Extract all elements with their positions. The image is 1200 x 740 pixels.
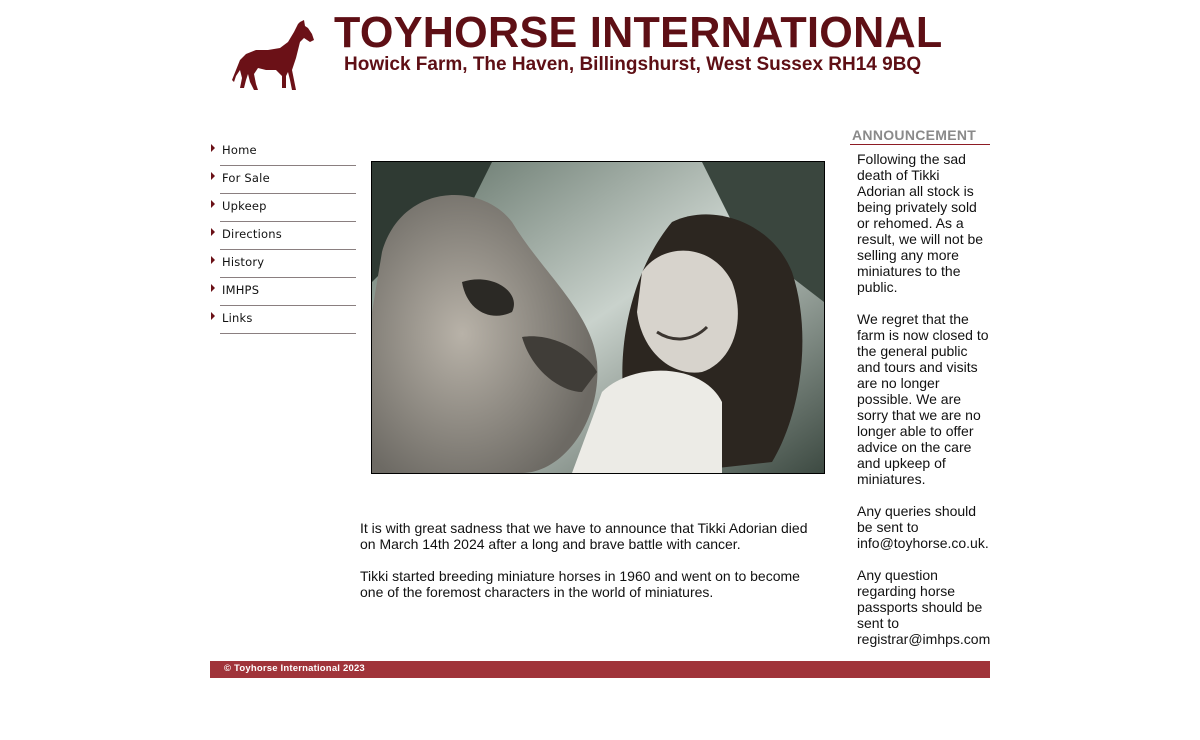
horse-logo-icon [232,20,316,92]
nav-item-links[interactable] [220,306,356,334]
nav-item-directions[interactable] [220,222,356,250]
announcement-panel [850,127,990,663]
page-footer [210,661,990,678]
announcement-paragraph: Any question regarding horse passports should be sent to registrar@imhps.com [857,567,991,647]
nav-item-home[interactable] [220,138,356,166]
photo-woman-with-miniature-horse [371,161,825,474]
arrow-right-icon [211,144,215,152]
announcement-paragraph: Any queries should be sent to info@toyhorse.co.uk. [857,503,989,551]
nav-item-label[interactable]: History [222,255,265,269]
nav-item-label[interactable]: For Sale [222,171,270,185]
site-header [230,8,990,98]
announcement-heading: ANNOUNCEMENT [850,127,990,145]
photo-image [372,162,824,473]
main-nav [210,138,356,334]
site-title: TOYHORSE INTERNATIONAL [334,8,943,57]
arrow-right-icon [211,312,215,320]
main-paragraph: It is with great sadness that we have to announce that Tikki Adorian died on March 14th 2024 after a long and brave battle with cancer. [360,520,808,552]
arrow-right-icon [211,228,215,236]
nav-item-label[interactable]: IMHPS [222,283,260,297]
nav-item-imhps[interactable] [220,278,356,306]
announcement-paragraph: We regret that the farm is now closed to the general public and tours and visits are no longer possible. We are sorry that we are no longer able to offer advice on the care and upkeep of miniatures. [857,311,989,487]
nav-item-label[interactable]: Directions [222,227,282,241]
copyright-text: © Toyhorse International 2023 [224,663,365,674]
arrow-right-icon [211,284,215,292]
main-content [360,520,820,616]
arrow-right-icon [211,200,215,208]
nav-item-upkeep[interactable] [220,194,356,222]
arrow-right-icon [211,172,215,180]
nav-item-label[interactable]: Links [222,311,253,325]
nav-item-history[interactable] [220,250,356,278]
site-address: Howick Farm, The Haven, Billingshurst, West Sussex RH14 9BQ [344,54,922,75]
nav-item-label[interactable]: Home [222,143,257,157]
arrow-right-icon [211,256,215,264]
main-paragraph: Tikki started breeding miniature horses in 1960 and went on to become one of the foremost characters in the world of miniatures. [360,568,800,600]
nav-item-for-sale[interactable] [220,166,356,194]
nav-item-label[interactable]: Upkeep [222,199,267,213]
announcement-paragraph: Following the sad death of Tikki Adorian all stock is being privately sold or rehomed. As a result, we will not be selling any more miniatures to the public. [857,151,984,295]
announcement-body [850,151,990,647]
